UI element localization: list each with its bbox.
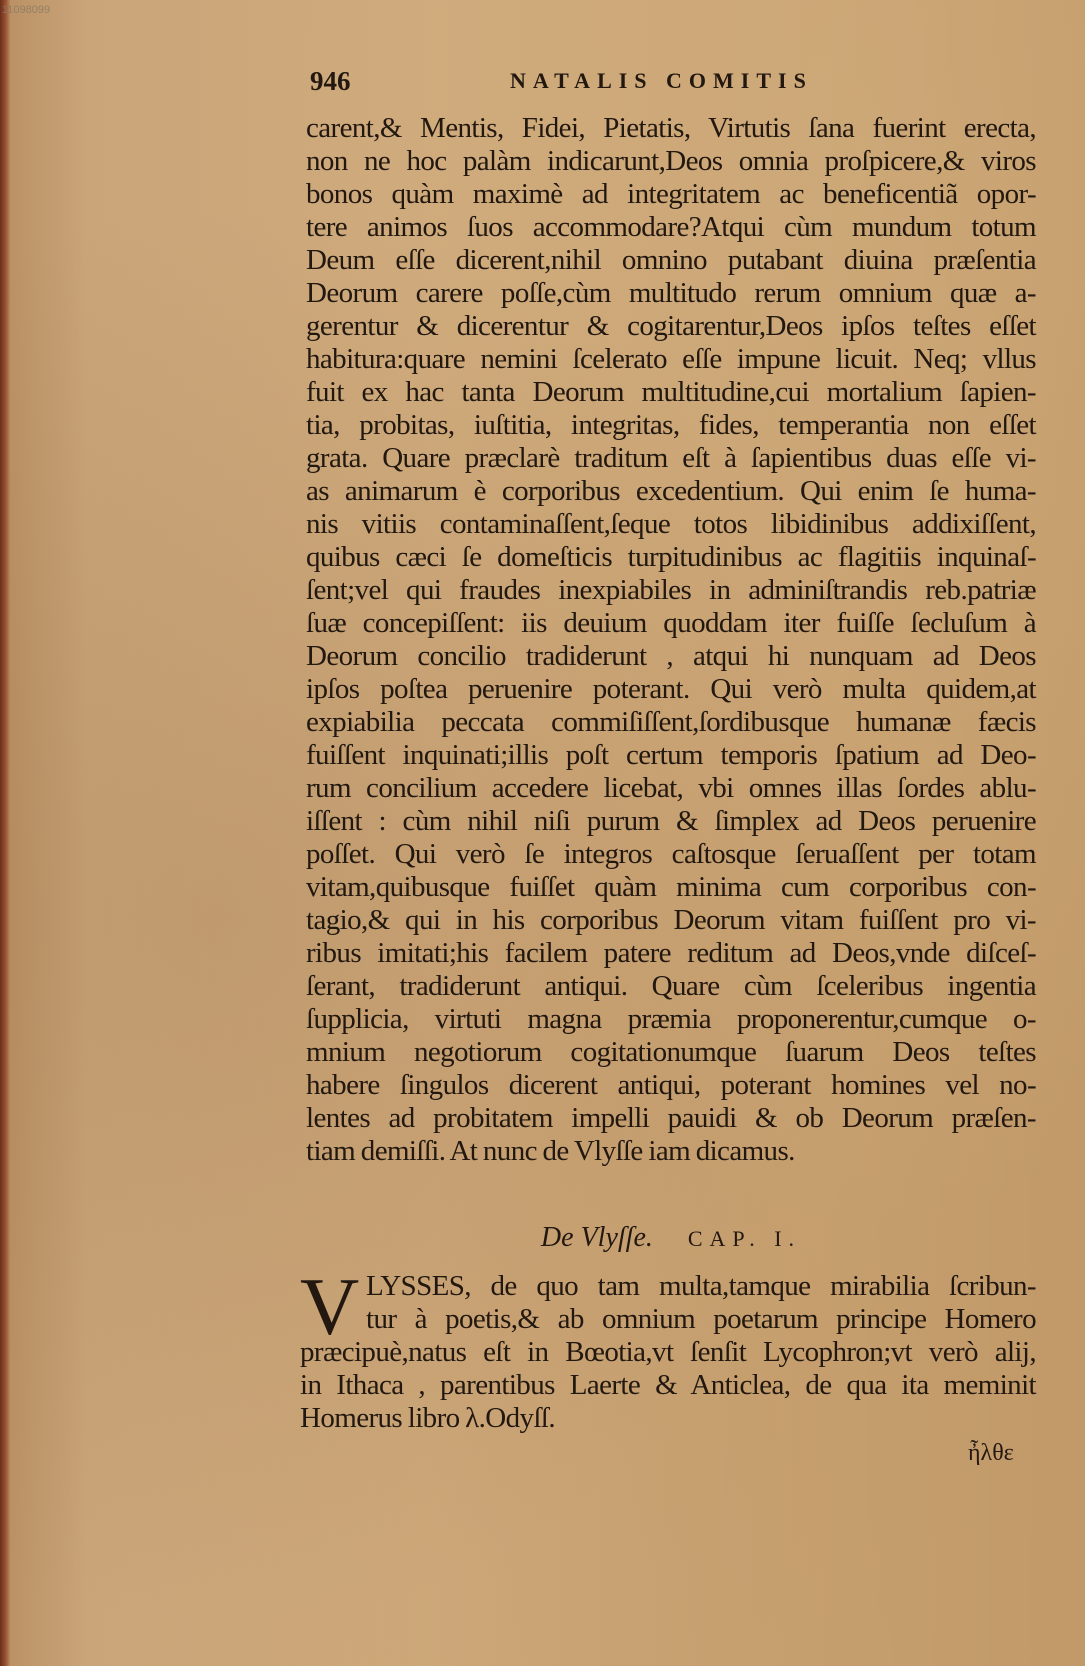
- text-line: Deorum carere poſſe,cùm multitudo rerum omnium quæ a-: [306, 277, 1036, 309]
- text-line: non ne hoc palàm indicarunt,Deos omnia proſpicere,& viros: [306, 145, 1036, 177]
- text-line: ſuæ concepiſſent: iis deuium quoddam iter fuiſſe ſecluſum à: [306, 607, 1036, 639]
- chapter-heading: [306, 1222, 1036, 1254]
- text-line: tur à poetis,& ab omnium poetarum principe Homero: [366, 1303, 1036, 1335]
- text-line: quibus cæci ſe domeſticis turpitudinibus ac flagitiis inquinaſ-: [306, 541, 1036, 573]
- text-line: tere animos ſuos accommodare?Atqui cùm mundum totum: [306, 211, 1036, 243]
- chapter-number: CAP. I.: [687, 1226, 802, 1251]
- text-line: rum concilium accedere licebat, vbi omnes illas ſordes ablu-: [306, 772, 1036, 804]
- scan-id-label: 11098099: [2, 4, 51, 16]
- page-edge: [0, 0, 10, 1666]
- text-line: carent,& Mentis, Fidei, Pietatis, Virtutis ſana fuerint erecta,: [306, 112, 1036, 144]
- running-title: NATALIS COMITIS: [510, 68, 813, 93]
- text-line: habitura:quare nemini ſcelerato eſſe impune licuit. Neq; vllus: [306, 343, 1036, 375]
- text-line: tagio,& qui in his corporibus Deorum vitam fuiſſent pro vi-: [306, 904, 1036, 936]
- catchword: ἦλθε: [968, 1440, 1014, 1466]
- text-line: vitam,quibusque fuiſſet quàm minima cum corporibus con-: [306, 871, 1036, 903]
- text-line: ipſos poſtea peruenire poterant. Qui verò multa quidem,at: [306, 673, 1036, 705]
- chapter-title: De Vlyſſe.: [540, 1222, 653, 1253]
- text-line: habere ſingulos dicerent antiqui, poterant homines vel no-: [306, 1069, 1036, 1101]
- drop-capital: V: [300, 1261, 360, 1352]
- text-line: LYSSES, de quo tam multa,tamque mirabilia ſcribun-: [366, 1270, 1036, 1302]
- text-line: tia, probitas, iuſtitia, integritas, fides, temperantia non eſſet: [306, 409, 1036, 441]
- text-line: mnium negotiorum cogitationumque ſuarum Deos teſtes: [306, 1036, 1036, 1068]
- page-number: 946: [310, 66, 351, 96]
- text-line: Deum eſſe dicerent,nihil omnino putabant diuina præſentia: [306, 244, 1036, 276]
- text-line: ſupplicia, virtuti magna præmia proponerentur,cumque o-: [306, 1003, 1036, 1035]
- page-header: [310, 66, 1030, 102]
- text-line: in Ithaca , parentibus Laerte & Anticlea, de qua ita meminit: [300, 1369, 1036, 1401]
- text-line: expiabilia peccata commiſiſſent,ſordibusque humanæ fæcis: [306, 706, 1036, 738]
- chapter-text: [300, 1261, 1036, 1435]
- text-line: as animarum è corporibus excedentium. Qui enim ſe huma-: [306, 475, 1036, 507]
- text-line: tiam demiſſi. At nunc de Vlyſſe iam dicamus.: [306, 1135, 795, 1167]
- text-line: ribus imitati;his facilem patere reditum ad Deos,vnde diſceſ-: [306, 937, 1036, 969]
- body-text: [306, 112, 1036, 1168]
- text-line: poſſet. Qui verò ſe integros caſtosque ſeruaſſent per totam: [306, 838, 1036, 870]
- text-line: ſent;vel qui fraudes inexpiabiles in adminiſtrandis reb.patriæ: [306, 574, 1036, 606]
- text-line: iſſent : cùm nihil niſi purum & ſimplex ad Deos peruenire: [306, 805, 1036, 837]
- text-line: lentes ad probitatem impelli pauidi & ob Deorum præſen-: [306, 1102, 1036, 1134]
- text-line: præcipuè,natus eſt in Bœotia,vt ſenſit Lycophron;vt verò alij,: [300, 1336, 1036, 1368]
- text-line: fuiſſent inquinati;illis poſt certum temporis ſpatium ad Deo-: [306, 739, 1036, 771]
- text-line: grata. Quare præclarè traditum eſt à ſapientibus duas eſſe vi-: [306, 442, 1036, 474]
- text-line: fuit ex hac tanta Deorum multitudine,cui mortalium ſapien-: [306, 376, 1036, 408]
- text-line: bonos quàm maximè ad integritatem ac beneficentiã opor-: [306, 178, 1036, 210]
- text-line: ſerant, tradiderunt antiqui. Quare cùm ſceleribus ingentia: [306, 970, 1036, 1002]
- text-line: gerentur & dicerentur & cogitarentur,Deos ipſos teſtes eſſet: [306, 310, 1036, 342]
- text-line: nis vitiis contaminaſſent,ſeque totos libidinibus addixiſſent,: [306, 508, 1036, 540]
- text-line: Homerus libro λ.Odyſſ.: [300, 1402, 556, 1434]
- text-line: Deorum concilio tradiderunt , atqui hi nunquam ad Deos: [306, 640, 1036, 672]
